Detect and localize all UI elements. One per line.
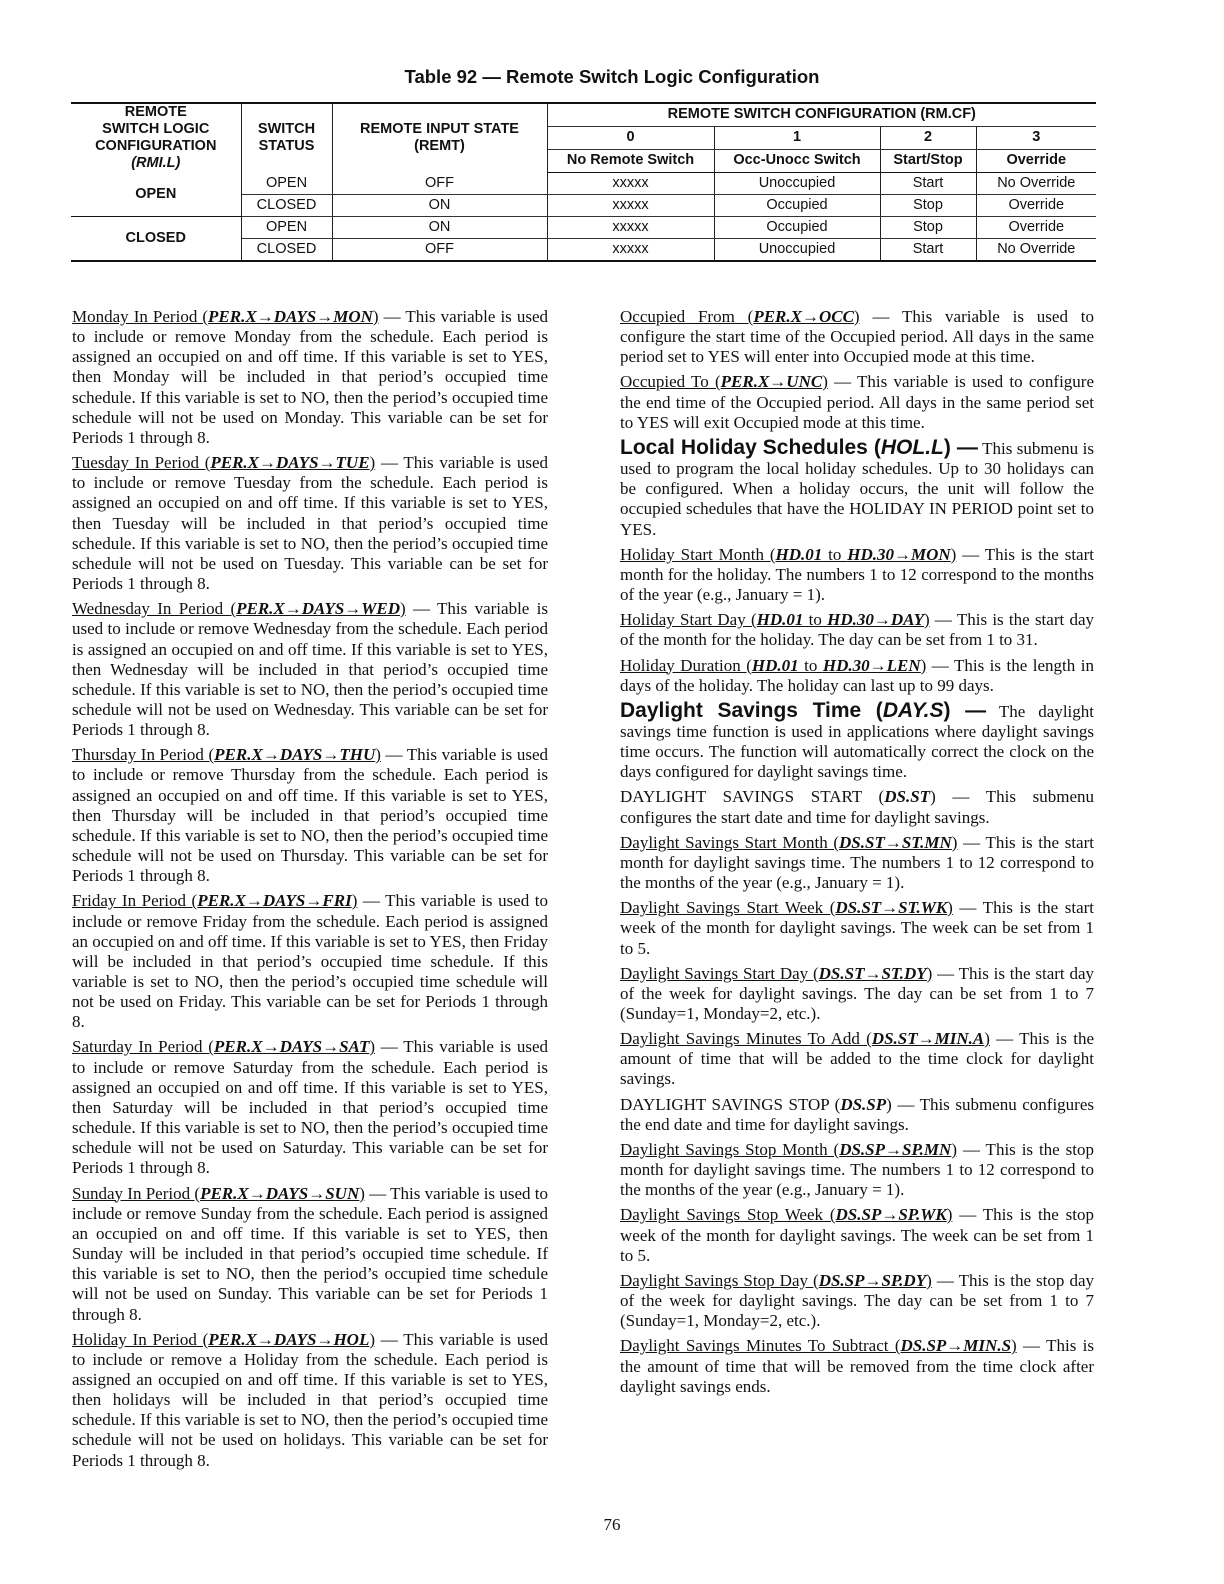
daylight-savings-start-paragraph: DAYLIGHT SAVINGS START (DS.ST) — This submenu configures the start date and time for daylight savings.: [620, 787, 1095, 827]
dst-stop-week-paragraph: Daylight Savings Stop Week (DS.SP→SP.WK) — This is the stop week of the month for daylight savings. The week can be set from 1 to 5.: [620, 1205, 1095, 1265]
sunday-paragraph: Sunday In Period (PER.X→DAYS→SUN) — This variable is used to include or remove Sunday from the schedule. Each period is assigned an occupied on and off time. If this variable is set to YES, then Sunday will be included in that period’s occupied time schedule. If this variable is set to NO, then the period’s occupied time schedule will not be used on Sunday. This variable can be set for Periods 1 through 8.: [72, 1183, 548, 1324]
group-open: OPEN: [71, 172, 241, 216]
occupied-from-paragraph: Occupied From (PER.X→OCC) — This variable is used to configure the start time of the Occupied period. All days in the same period set to YES will enter into Occupied mode at this time.: [620, 307, 1094, 367]
paragraph-lead: Monday In Period (PER.X→DAYS→MON): [72, 307, 379, 326]
table-cell: xxxxx: [547, 216, 714, 238]
table-cell: Stop: [880, 216, 976, 238]
header-remote-switch-configuration: REMOTE SWITCH CONFIGURATION (RM.CF): [547, 103, 1096, 126]
saturday-paragraph: Saturday In Period (PER.X→DAYS→SAT) — This variable is used to include or remove Saturday from the schedule. Each period is assigned an occupied on and off time. If this variable is set to YES, then Saturday will be included in that period’s occupied time schedule. If this variable is set to NO, then the period’s occupied time schedule will not be used on Saturday. This variable can be set for Periods 1 through 8.: [72, 1037, 548, 1178]
holiday-start-month-paragraph: Holiday Start Month (HD.01 to HD.30→MON) — This is the start month for the holiday. The numbers 1 to 12 correspond to the months of the year (e.g., January = 1).: [620, 544, 1094, 605]
header-remote-switch-logic: REMOTE SWITCH LOGIC CONFIGURATION (RMI.L): [71, 103, 241, 172]
table-cell: Start: [880, 172, 976, 194]
dst-start-month-paragraph: Daylight Savings Start Month (DS.ST→ST.MN) — This is the start month for daylight savings time. The numbers 1 to 12 correspond to the months of the year (e.g., January = 1).: [620, 832, 1094, 893]
section-heading: Local Holiday Schedules (HOL.L) —: [620, 435, 978, 459]
table-cell: xxxxx: [547, 238, 714, 261]
dst-start-week-paragraph: Daylight Savings Start Week (DS.ST→ST.WK) — This is the start week of the month for daylight savings. The week can be set from 1 to 5.: [620, 898, 1094, 958]
friday-paragraph: Friday In Period (PER.X→DAYS→FRI) — This variable is used to include or remove Friday from the schedule. Each period is assigned an occupied on and off time. If this variable is set to YES, then Friday will be included in that period’s occupied time schedule. If this variable is set to NO, then the period’s occupied time schedule will not be used on Friday. This variable can be set for Periods 1 through 8.: [72, 891, 548, 1032]
daylight-savings-time-section: Daylight Savings Time (DAY.S) — The daylight savings time function is used in applications where daylight savings time occurs. The function will automatically correct the clock on the days configured for daylight savings time.: [620, 698, 1094, 782]
table-cell: Unoccupied: [714, 238, 880, 261]
table-cell: OFF: [332, 238, 547, 261]
monday-paragraph: Monday In Period (PER.X→DAYS→MON) — This variable is used to include or remove Monday from the schedule. Each period is assigned an occupied on and off time. If this variable is set to YES, then Monday will be included in that period’s occupied time schedule. If this variable is set to NO, then the period’s occupied time schedule will not be used on Monday. This variable can be set for Periods 1 through 8.: [72, 307, 549, 447]
holiday-paragraph: Holiday In Period (PER.X→DAYS→HOL) — This variable is used to include or remove a Holiday from the schedule. Each period is assigned an occupied on and off time. If this variable is set to YES, then holidays will be included in that period’s occupied time schedule. If this variable is set to NO, then the period’s occupied time schedule will not be used on holidays. This variable can be set for Periods 1 through 8.: [72, 1329, 548, 1470]
table-cell: No Override: [976, 238, 1096, 261]
table-cell: No Override: [976, 172, 1096, 194]
table-cell: OFF: [332, 172, 547, 194]
table-cell: Override: [976, 194, 1096, 216]
table-cell: OPEN: [241, 216, 332, 238]
paragraph-lead: Saturday In Period (PER.X→DAYS→SAT): [72, 1037, 376, 1057]
table-cell: CLOSED: [241, 194, 332, 216]
paragraph-lead: Thursday In Period (PER.X→DAYS→THU): [72, 745, 381, 765]
table-cell: Unoccupied: [714, 172, 880, 194]
header-override: Override: [976, 149, 1096, 172]
holiday-start-day-paragraph: Holiday Start Day (HD.01 to HD.30→DAY) — This is the start day of the month for the holiday. The day can be set from 1 to 31.: [620, 610, 1095, 650]
table-cell: Override: [976, 216, 1096, 238]
table-cell: Stop: [880, 194, 976, 216]
daylight-savings-stop-paragraph: DAYLIGHT SAVINGS STOP (DS.SP) — This submenu configures the end date and time for daylight savings.: [620, 1094, 1094, 1134]
paragraph-lead: Holiday In Period (PER.X→DAYS→HOL): [72, 1329, 376, 1349]
holiday-duration-paragraph: Holiday Duration (HD.01 to HD.30→LEN) — This is the length in days of the holiday. The holiday can last up to 99 days.: [620, 655, 1094, 695]
table-cell: OPEN: [241, 172, 332, 194]
table-cell: ON: [332, 216, 547, 238]
local-holiday-schedules-section: Local Holiday Schedules (HOL.L) — This submenu is used to program the local holiday schedules. Up to 30 holidays can be configured. When a holiday occurs, the unit will follow the occupied schedules that have the HOLIDAY IN PERIOD point set to YES.: [620, 435, 1094, 539]
dst-stop-day-paragraph: Daylight Savings Stop Day (DS.SP→SP.DY) — This is the stop day of the week for daylight savings. The day can be set from 1 to 7 (Sunday=1, Monday=2, etc.).: [620, 1270, 1094, 1331]
dst-stop-month-paragraph: Daylight Savings Stop Month (DS.SP→SP.MN) — This is the stop month for daylight savings time. The numbers 1 to 12 correspond to the months of the year (e.g., January = 1).: [620, 1139, 1094, 1200]
paragraph-lead: Friday In Period (PER.X→DAYS→FRI): [72, 891, 358, 911]
dst-start-day-paragraph: Daylight Savings Start Day (DS.ST→ST.DY) — This is the start day of the week for daylight savings. The day can be set from 1 to 7 (Sunday=1, Monday=2, etc.).: [620, 963, 1095, 1023]
section-heading: Daylight Savings Time (DAY.S) —: [620, 698, 987, 722]
dst-minutes-to-subtract-paragraph: Daylight Savings Minutes To Subtract (DS.SP→MIN.S) — This is the amount of time that will be removed from the time clock after daylight savings ends.: [620, 1336, 1094, 1396]
page-number: 76: [603, 1515, 621, 1534]
header-remote-input-state: REMOTE INPUT STATE (REMT): [332, 103, 547, 172]
header-col-2: 2: [880, 126, 976, 149]
table-cell: Occupied: [714, 216, 880, 238]
header-col-1: 1: [714, 126, 880, 149]
header-start-stop: Start/Stop: [880, 149, 976, 172]
paragraph-lead: Wednesday In Period (PER.X→DAYS→WED): [72, 599, 406, 619]
paragraph-lead: Tuesday In Period (PER.X→DAYS→TUE): [72, 453, 376, 473]
remote-switch-logic-table: [71, 102, 1096, 262]
paragraph-lead: Sunday In Period (PER.X→DAYS→SUN): [72, 1183, 365, 1203]
header-switch-status: SWITCH STATUS: [241, 103, 332, 172]
group-closed: CLOSED: [71, 216, 241, 261]
table-cell: ON: [332, 194, 547, 216]
header-col-0: 0: [547, 126, 714, 149]
header-occ-unocc-switch: Occ-Unocc Switch: [714, 149, 880, 172]
table-cell: xxxxx: [547, 194, 714, 216]
left-column: [72, 307, 548, 1476]
occupied-to-paragraph: Occupied To (PER.X→UNC) — This variable is used to configure the end time of the Occupied period. All days in the same period set to YES will exit Occupied mode at this time.: [620, 372, 1095, 432]
table-title: Table 92 — Remote Switch Logic Configuration: [404, 66, 820, 87]
tuesday-paragraph: Tuesday In Period (PER.X→DAYS→TUE) — This variable is used to include or remove Tuesday from the schedule. Each period is assigned an occupied on and off time. If this variable is set to YES, then Tuesday will be included in that period’s occupied time schedule. If this variable is set to NO, then the period’s occupied time schedule will not be used on Tuesday. This variable can be set for Periods 1 through 8.: [72, 453, 549, 594]
header-col-3: 3: [976, 126, 1096, 149]
dst-minutes-to-add-paragraph: Daylight Savings Minutes To Add (DS.ST→MIN.A) — This is the amount of time that will be added to the time clock for daylight savings.: [620, 1029, 1095, 1089]
table-cell: CLOSED: [241, 238, 332, 261]
table-cell: xxxxx: [547, 172, 714, 194]
header-no-remote-switch: No Remote Switch: [547, 149, 714, 172]
table-cell: Occupied: [714, 194, 880, 216]
thursday-paragraph: Thursday In Period (PER.X→DAYS→THU) — This variable is used to include or remove Thursday from the schedule. Each period is assigned an occupied on and off time. If this variable is set to YES, then Thursday will be included in that period’s occupied time schedule. If this variable is set to NO, then the period’s occupied time schedule will not be used on Thursday. This variable can be set for Periods 1 through 8.: [72, 745, 548, 886]
right-column: [620, 307, 1094, 1402]
table-cell: Start: [880, 238, 976, 261]
wednesday-paragraph: Wednesday In Period (PER.X→DAYS→WED) — This variable is used to include or remove Wednesday from the schedule. Each period is assigned an occupied on and off time. If this variable is set to YES, then Wednesday will be included in that period’s occupied time schedule. If this variable is set to NO, then the period’s occupied time schedule will not be used on Wednesday. This variable can be set for Periods 1 through 8.: [72, 599, 549, 740]
